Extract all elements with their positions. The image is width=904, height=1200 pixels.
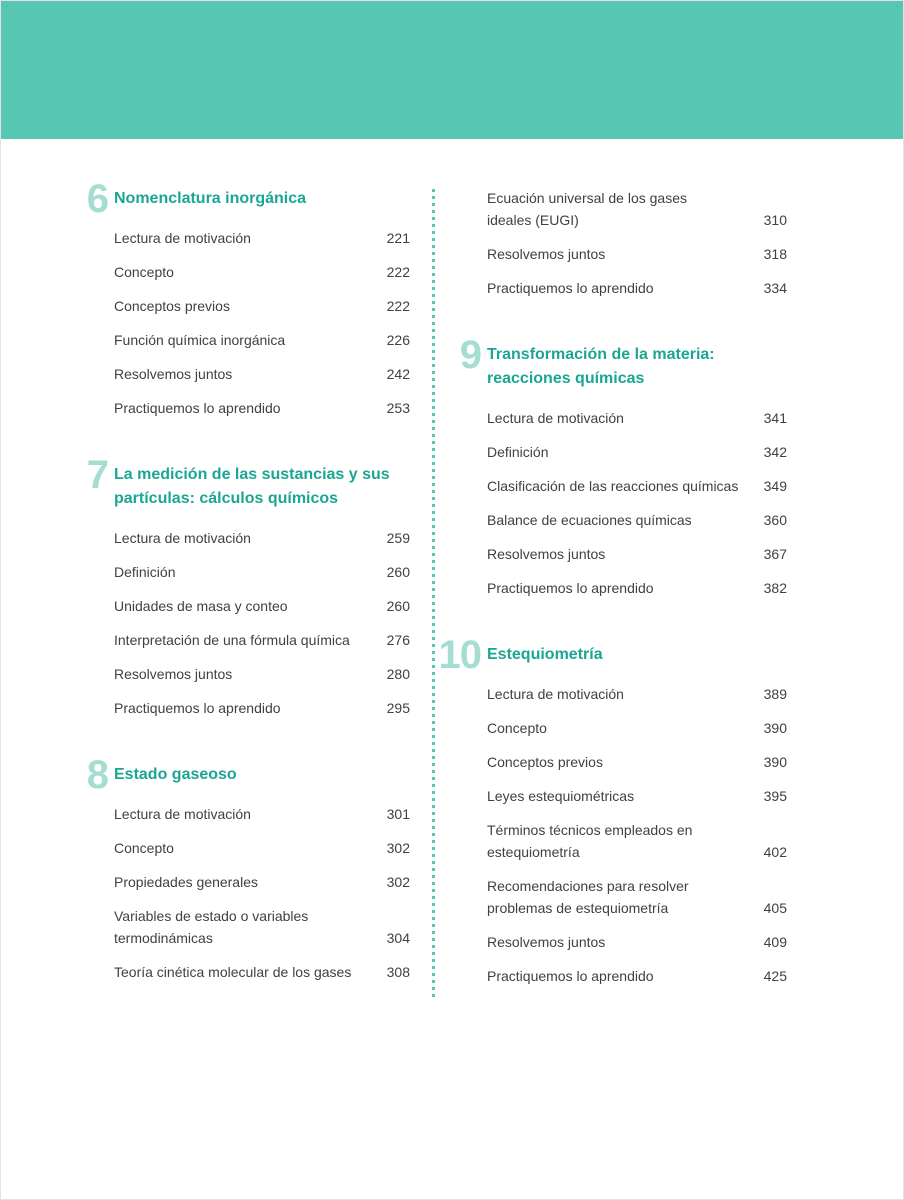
toc-entry bbox=[487, 819, 787, 863]
entry-page: 295 bbox=[386, 700, 410, 716]
entry-page: 222 bbox=[386, 264, 410, 280]
entry-page: 276 bbox=[386, 632, 410, 648]
toc-entry bbox=[114, 363, 410, 385]
entry-page: 221 bbox=[386, 230, 410, 246]
chapter-title: La medición de las sustancias y sus partículas: cálculos químicos bbox=[114, 466, 390, 507]
entry-page: 425 bbox=[763, 968, 787, 984]
entry-page: 334 bbox=[763, 280, 787, 296]
chapter-8-continuation bbox=[487, 187, 787, 299]
entry-page: 342 bbox=[763, 444, 787, 460]
toc-entry bbox=[114, 629, 410, 651]
toc-entry bbox=[114, 295, 410, 317]
toc-entry bbox=[114, 837, 410, 859]
toc-entry bbox=[114, 527, 410, 549]
toc-entry bbox=[114, 663, 410, 685]
entry-page: 367 bbox=[763, 546, 787, 562]
chapter-section-9 bbox=[459, 333, 787, 599]
toc-entry bbox=[114, 871, 410, 893]
entry-label: Concepto bbox=[487, 720, 547, 736]
toc-entry bbox=[487, 751, 787, 773]
entry-page: 259 bbox=[386, 530, 410, 546]
entry-label: Interpretación de una fórmula química bbox=[114, 632, 350, 648]
toc-entry bbox=[487, 407, 787, 429]
entry-page: 390 bbox=[763, 720, 787, 736]
chapter-title: Nomenclatura inorgánica bbox=[114, 190, 307, 207]
entry-label: Definición bbox=[114, 564, 176, 580]
entry-label: Unidades de masa y conteo bbox=[114, 598, 288, 614]
chapter-title: Estequiometría bbox=[487, 646, 603, 663]
entry-page: 382 bbox=[763, 580, 787, 596]
toc-entry bbox=[487, 243, 787, 265]
entry-page: 301 bbox=[386, 806, 410, 822]
chapter-section-10 bbox=[438, 633, 787, 987]
toc-entry bbox=[487, 509, 787, 531]
chapter-number: 8 bbox=[86, 753, 108, 797]
toc-entry bbox=[487, 965, 787, 987]
toc-entry bbox=[114, 261, 410, 283]
entry-label: Practiquemos lo aprendido bbox=[487, 580, 654, 596]
entry-label: Lectura de motivación bbox=[114, 806, 251, 822]
toc-entry bbox=[114, 803, 410, 825]
entry-page: 360 bbox=[763, 512, 787, 528]
entry-page: 318 bbox=[763, 246, 787, 262]
entry-label: Resolvemos juntos bbox=[487, 246, 606, 262]
entry-label: Términos técnicos empleados en estequiometría bbox=[487, 822, 693, 860]
toc-entry bbox=[487, 785, 787, 807]
entry-page: 341 bbox=[763, 410, 787, 426]
entry-label: Lectura de motivación bbox=[487, 686, 624, 702]
entry-label: Clasificación de las reacciones químicas bbox=[487, 478, 739, 494]
entry-label: Lectura de motivación bbox=[114, 530, 251, 546]
entry-label: Ecuación universal de los gases ideales (EUGI) bbox=[487, 190, 688, 228]
entry-page: 405 bbox=[763, 900, 787, 916]
entry-label: Definición bbox=[487, 444, 549, 460]
entry-label: Teoría cinética molecular de los gases bbox=[114, 964, 352, 980]
entry-label: Practiquemos lo aprendido bbox=[114, 700, 281, 716]
entry-page: 280 bbox=[386, 666, 410, 682]
chapter-header bbox=[86, 177, 410, 221]
chapter-section-8 bbox=[86, 753, 410, 983]
entry-label: Practiquemos lo aprendido bbox=[487, 280, 654, 296]
toc-column-right bbox=[438, 187, 787, 999]
toc-column-left bbox=[86, 177, 410, 995]
entry-label: Lectura de motivación bbox=[487, 410, 624, 426]
entry-page: 304 bbox=[386, 930, 410, 946]
entry-label: Resolvemos juntos bbox=[487, 934, 606, 950]
toc-entry bbox=[487, 717, 787, 739]
entry-label: Leyes estequiométricas bbox=[487, 788, 635, 804]
entry-label: Recomendaciones para resolver problemas de estequiometría bbox=[487, 878, 689, 916]
entry-label: Practiquemos lo aprendido bbox=[114, 400, 281, 416]
toc-entry bbox=[114, 561, 410, 583]
chapter-header bbox=[459, 333, 787, 391]
entry-page: 308 bbox=[386, 964, 410, 980]
entry-label: Propiedades generales bbox=[114, 874, 258, 890]
chapter-section-6 bbox=[86, 177, 410, 419]
entry-page: 302 bbox=[386, 840, 410, 856]
entry-label: Concepto bbox=[114, 264, 174, 280]
entry-page: 226 bbox=[386, 332, 410, 348]
toc-entry bbox=[487, 475, 787, 497]
entry-list bbox=[114, 227, 410, 419]
chapter-header bbox=[438, 633, 787, 677]
toc-entry bbox=[114, 905, 410, 949]
entry-page: 260 bbox=[386, 598, 410, 614]
toc-entry bbox=[114, 961, 410, 983]
chapter-header bbox=[86, 453, 410, 511]
chapter-number: 7 bbox=[86, 453, 108, 497]
entry-page: 222 bbox=[386, 298, 410, 314]
toc-entry bbox=[487, 931, 787, 953]
entry-label: Conceptos previos bbox=[114, 298, 230, 314]
toc-entry bbox=[487, 683, 787, 705]
entry-page: 395 bbox=[763, 788, 787, 804]
toc-entry bbox=[487, 187, 787, 231]
entry-page: 242 bbox=[386, 366, 410, 382]
entry-list bbox=[114, 803, 410, 983]
toc-entry bbox=[487, 277, 787, 299]
entry-page: 390 bbox=[763, 754, 787, 770]
column-divider bbox=[432, 189, 435, 1001]
toc-entry bbox=[114, 595, 410, 617]
entry-label: Practiquemos lo aprendido bbox=[487, 968, 654, 984]
entry-label: Lectura de motivación bbox=[114, 230, 251, 246]
entry-list bbox=[487, 187, 787, 299]
toc-entry bbox=[487, 543, 787, 565]
entry-label: Balance de ecuaciones químicas bbox=[487, 512, 692, 528]
chapter-header bbox=[86, 753, 410, 797]
entry-label: Función química inorgánica bbox=[114, 332, 286, 348]
chapter-number: 9 bbox=[459, 333, 481, 377]
toc-entry bbox=[114, 329, 410, 351]
entry-page: 409 bbox=[763, 934, 787, 950]
chapter-title: Transformación de la materia: reacciones químicas bbox=[487, 346, 715, 387]
entry-label: Conceptos previos bbox=[487, 754, 603, 770]
entry-page: 349 bbox=[763, 478, 787, 494]
entry-list bbox=[114, 527, 410, 719]
chapter-section-7 bbox=[86, 453, 410, 719]
entry-label: Resolvemos juntos bbox=[114, 666, 233, 682]
chapter-number: 6 bbox=[86, 177, 108, 221]
entry-label: Variables de estado o variables termodinámicas bbox=[114, 908, 309, 946]
entry-list bbox=[487, 407, 787, 599]
toc-entry bbox=[114, 397, 410, 419]
entry-page: 260 bbox=[386, 564, 410, 580]
toc-entry bbox=[487, 441, 787, 463]
entry-page: 389 bbox=[763, 686, 787, 702]
entry-label: Resolvemos juntos bbox=[114, 366, 233, 382]
chapter-title: Estado gaseoso bbox=[114, 766, 237, 783]
header-band bbox=[1, 1, 903, 139]
toc-entry bbox=[487, 875, 787, 919]
entry-page: 310 bbox=[763, 212, 787, 228]
entry-list bbox=[487, 683, 787, 987]
entry-page: 402 bbox=[763, 844, 787, 860]
toc-entry bbox=[114, 697, 410, 719]
toc-content bbox=[1, 139, 903, 1001]
toc-entry bbox=[487, 577, 787, 599]
entry-page: 302 bbox=[386, 874, 410, 890]
entry-label: Concepto bbox=[114, 840, 174, 856]
toc-entry bbox=[114, 227, 410, 249]
chapter-number: 10 bbox=[438, 633, 481, 677]
entry-page: 253 bbox=[386, 400, 410, 416]
entry-label: Resolvemos juntos bbox=[487, 546, 606, 562]
